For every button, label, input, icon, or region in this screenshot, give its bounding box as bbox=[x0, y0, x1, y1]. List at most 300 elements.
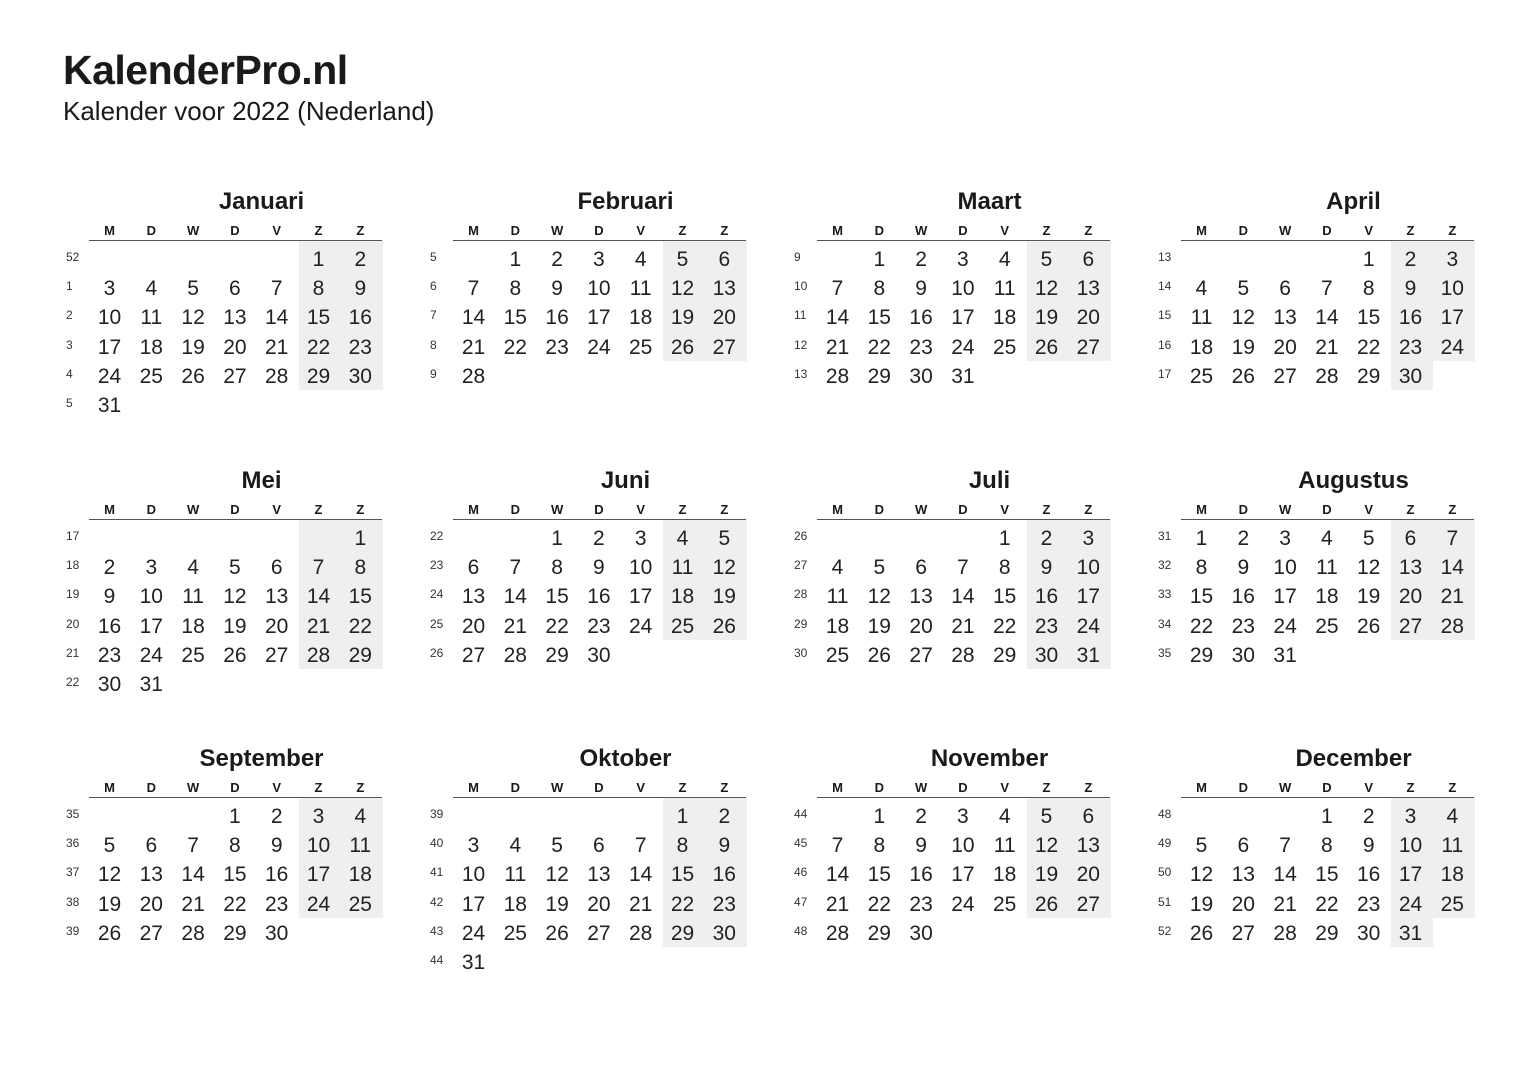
day-cell: 18 bbox=[503, 892, 527, 916]
day-cell: 2 bbox=[915, 805, 927, 828]
day-cell: 18 bbox=[825, 614, 850, 638]
day-cell: 27 bbox=[223, 364, 247, 388]
day-cell: 28 bbox=[825, 921, 850, 945]
day-cell: 21 bbox=[1440, 585, 1464, 609]
day-cell: 15 bbox=[223, 863, 247, 887]
day-cell: 5 bbox=[873, 556, 886, 580]
week-number: 42 bbox=[430, 894, 444, 909]
weekday-header: Z bbox=[356, 502, 365, 517]
month-title: Januari bbox=[218, 188, 305, 215]
day-cell: 21 bbox=[306, 614, 331, 638]
day-cell: 22 bbox=[348, 614, 372, 638]
day-cell: 20 bbox=[1398, 585, 1423, 609]
day-cell: 4 bbox=[998, 248, 1011, 271]
week-number: 31 bbox=[1158, 529, 1172, 543]
weekday-header: W bbox=[186, 780, 200, 795]
day-cell: 5 bbox=[1040, 805, 1053, 828]
weekday-header: D bbox=[146, 502, 156, 517]
weekday-header: V bbox=[1364, 502, 1374, 517]
day-cell: 19 bbox=[1231, 335, 1255, 359]
day-cell: 7 bbox=[509, 556, 522, 580]
day-cell: 28 bbox=[503, 643, 527, 667]
day-cell: 2 bbox=[103, 556, 116, 580]
weekday-header: M bbox=[104, 502, 115, 517]
day-cell: 3 bbox=[634, 527, 647, 550]
day-cell: 9 bbox=[1040, 556, 1053, 580]
header-divider bbox=[89, 240, 382, 241]
day-cell: 23 bbox=[712, 892, 736, 916]
header-divider bbox=[817, 519, 1110, 520]
day-cell: 15 bbox=[545, 585, 569, 609]
day-cell: 17 bbox=[629, 585, 653, 609]
week-number: 41 bbox=[430, 865, 444, 880]
day-cell: 8 bbox=[509, 277, 522, 301]
day-cell: 1 bbox=[1321, 805, 1333, 828]
day-cell: 9 bbox=[915, 834, 927, 858]
day-cell: 6 bbox=[1082, 248, 1095, 271]
day-cell: 14 bbox=[306, 585, 331, 609]
day-cell: 4 bbox=[634, 248, 647, 271]
day-cell: 27 bbox=[1076, 335, 1100, 359]
day-cell: 18 bbox=[1189, 335, 1214, 359]
month-oktober bbox=[426, 744, 786, 1024]
weekday-header: V bbox=[1364, 780, 1374, 795]
day-cell: 25 bbox=[993, 892, 1017, 916]
weekday-header: Z bbox=[1042, 502, 1051, 517]
day-cell: 4 bbox=[1195, 277, 1208, 301]
day-cell: 5 bbox=[551, 834, 563, 858]
day-cell: 22 bbox=[867, 892, 891, 916]
day-cell: 13 bbox=[1076, 834, 1100, 858]
weekday-header: Z bbox=[356, 780, 365, 795]
month-november bbox=[790, 744, 1150, 1024]
weekday-header: D bbox=[958, 223, 968, 238]
day-cell: 29 bbox=[545, 643, 569, 667]
day-cell: 21 bbox=[265, 335, 289, 359]
weekday-header: V bbox=[636, 502, 646, 517]
day-cell: 6 bbox=[145, 834, 158, 858]
day-cell: 30 bbox=[909, 921, 933, 945]
day-cell: 30 bbox=[348, 364, 372, 388]
day-cell: 17 bbox=[951, 863, 975, 887]
day-cell: 14 bbox=[265, 306, 289, 330]
weekday-header: D bbox=[230, 223, 240, 238]
week-number: 38 bbox=[66, 894, 80, 909]
week-number: 52 bbox=[1158, 923, 1172, 938]
day-cell: 1 bbox=[873, 805, 886, 828]
day-cell: 6 bbox=[270, 556, 283, 580]
day-cell: 26 bbox=[670, 335, 695, 359]
weekday-header: D bbox=[510, 780, 520, 795]
weekday-header: V bbox=[1364, 223, 1374, 238]
day-cell: 22 bbox=[223, 892, 247, 916]
day-cell: 25 bbox=[670, 614, 695, 638]
day-cell: 13 bbox=[461, 585, 486, 609]
day-cell: 14 bbox=[1440, 556, 1464, 580]
day-cell: 11 bbox=[826, 585, 849, 609]
day-cell: 4 bbox=[354, 805, 367, 828]
week-number: 5 bbox=[430, 250, 437, 264]
day-cell: 24 bbox=[461, 921, 486, 945]
day-cell: 16 bbox=[909, 306, 933, 330]
week-number: 4 bbox=[66, 366, 73, 381]
weekday-header: D bbox=[594, 223, 604, 238]
day-cell: 7 bbox=[187, 834, 199, 858]
week-number: 35 bbox=[1158, 645, 1172, 660]
day-cell: 27 bbox=[712, 335, 736, 359]
day-cell: 31 bbox=[139, 673, 163, 696]
week-number: 24 bbox=[430, 587, 444, 602]
day-cell: 10 bbox=[1398, 834, 1423, 858]
day-cell: 10 bbox=[139, 585, 163, 609]
weekday-header: Z bbox=[1406, 780, 1415, 795]
day-cell: 29 bbox=[1315, 921, 1339, 945]
day-cell: 25 bbox=[139, 364, 163, 388]
week-number: 9 bbox=[794, 250, 801, 264]
day-cell: 4 bbox=[1446, 805, 1459, 828]
day-cell: 18 bbox=[670, 585, 695, 609]
day-cell: 19 bbox=[181, 335, 205, 359]
day-cell: 25 bbox=[993, 335, 1017, 359]
day-cell: 10 bbox=[951, 834, 975, 858]
day-cell: 12 bbox=[1231, 306, 1255, 330]
weekday-header: Z bbox=[1448, 502, 1457, 517]
day-cell: 15 bbox=[1315, 863, 1339, 887]
day-cell: 23 bbox=[909, 335, 933, 359]
day-cell: 3 bbox=[1446, 248, 1459, 271]
weekday-header: D bbox=[230, 780, 240, 795]
week-number: 52 bbox=[66, 250, 80, 264]
weekday-header: Z bbox=[1084, 502, 1093, 517]
day-cell: 6 bbox=[1404, 527, 1417, 550]
week-number: 20 bbox=[66, 616, 80, 631]
day-cell: 5 bbox=[1040, 248, 1053, 271]
day-cell: 8 bbox=[873, 834, 886, 858]
weekday-header: D bbox=[958, 780, 968, 795]
day-cell: 13 bbox=[265, 585, 289, 609]
day-cell: 31 bbox=[1398, 921, 1423, 945]
weekday-header: Z bbox=[720, 223, 729, 238]
week-number: 18 bbox=[66, 558, 80, 573]
day-cell: 29 bbox=[306, 364, 331, 388]
day-cell: 2 bbox=[551, 248, 563, 271]
weekday-header: W bbox=[1278, 502, 1292, 517]
month-title: Oktober bbox=[579, 745, 672, 772]
day-cell: 15 bbox=[1189, 585, 1214, 609]
day-cell: 24 bbox=[1398, 892, 1423, 916]
day-cell: 15 bbox=[867, 306, 891, 330]
month-title: Juli bbox=[968, 467, 1011, 494]
week-number: 11 bbox=[794, 308, 807, 323]
weekday-header: D bbox=[1238, 223, 1248, 238]
day-cell: 18 bbox=[1315, 585, 1339, 609]
weekday-header: Z bbox=[1042, 780, 1051, 795]
day-cell: 24 bbox=[1273, 614, 1297, 638]
day-cell: 5 bbox=[1362, 527, 1375, 550]
header-divider bbox=[1181, 240, 1474, 241]
day-cell: 17 bbox=[587, 306, 611, 330]
weekday-header: M bbox=[832, 223, 843, 238]
day-cell: 4 bbox=[187, 556, 199, 580]
week-number: 40 bbox=[430, 836, 444, 851]
day-cell: 26 bbox=[181, 364, 205, 388]
day-cell: 3 bbox=[957, 805, 969, 828]
week-number: 19 bbox=[66, 587, 80, 602]
day-cell: 14 bbox=[181, 863, 205, 887]
day-cell: 23 bbox=[587, 614, 611, 638]
week-number: 51 bbox=[1158, 894, 1172, 909]
header-divider bbox=[453, 797, 746, 798]
weekday-header: W bbox=[914, 223, 928, 238]
day-cell: 16 bbox=[1034, 585, 1059, 609]
day-cell: 31 bbox=[97, 394, 122, 417]
day-cell: 21 bbox=[503, 614, 527, 638]
day-cell: 18 bbox=[139, 335, 163, 359]
day-cell: 19 bbox=[97, 892, 122, 916]
day-cell: 15 bbox=[867, 863, 891, 887]
weekday-header: Z bbox=[678, 780, 687, 795]
day-cell: 19 bbox=[867, 614, 891, 638]
weekday-header: D bbox=[874, 223, 884, 238]
day-cell: 12 bbox=[97, 863, 122, 887]
weekday-header: D bbox=[1322, 223, 1332, 238]
day-cell: 19 bbox=[223, 614, 247, 638]
header-divider bbox=[1181, 797, 1474, 798]
weekday-header: M bbox=[468, 223, 479, 238]
week-number: 28 bbox=[794, 587, 808, 602]
day-cell: 11 bbox=[504, 863, 527, 887]
day-cell: 10 bbox=[461, 863, 486, 887]
week-number: 34 bbox=[1158, 616, 1172, 631]
day-cell: 1 bbox=[312, 248, 325, 271]
day-cell: 12 bbox=[670, 277, 695, 301]
weekday-header: Z bbox=[1084, 780, 1093, 795]
weekday-header: D bbox=[146, 223, 156, 238]
day-cell: 18 bbox=[993, 306, 1017, 330]
day-cell: 20 bbox=[223, 335, 247, 359]
day-cell: 17 bbox=[1273, 585, 1297, 609]
day-cell: 9 bbox=[1237, 556, 1250, 580]
day-cell: 8 bbox=[676, 834, 689, 858]
week-number: 39 bbox=[430, 807, 444, 821]
day-cell: 15 bbox=[1357, 306, 1381, 330]
weekday-header: V bbox=[272, 780, 282, 795]
weekday-header: M bbox=[832, 780, 843, 795]
day-cell: 24 bbox=[951, 335, 975, 359]
day-cell: 11 bbox=[140, 306, 163, 330]
day-cell: 19 bbox=[1034, 863, 1059, 887]
week-number: 7 bbox=[430, 308, 437, 323]
month-title: Juni bbox=[600, 467, 651, 494]
weekday-header: W bbox=[550, 780, 564, 795]
day-cell: 11 bbox=[349, 834, 372, 858]
day-cell: 6 bbox=[915, 556, 927, 580]
day-cell: 2 bbox=[270, 805, 283, 828]
day-cell: 6 bbox=[593, 834, 605, 858]
day-cell: 11 bbox=[993, 834, 1016, 858]
day-cell: 4 bbox=[998, 805, 1011, 828]
day-cell: 23 bbox=[909, 892, 933, 916]
day-cell: 9 bbox=[103, 585, 116, 609]
day-cell: 27 bbox=[461, 643, 486, 667]
weekday-header: M bbox=[104, 223, 115, 238]
week-number: 47 bbox=[794, 894, 808, 909]
weekday-header: D bbox=[1238, 502, 1248, 517]
day-cell: 19 bbox=[545, 892, 569, 916]
week-number: 23 bbox=[430, 558, 444, 573]
day-cell: 28 bbox=[265, 364, 289, 388]
weekday-header: M bbox=[468, 502, 479, 517]
day-cell: 12 bbox=[1034, 277, 1059, 301]
day-cell: 16 bbox=[1231, 585, 1255, 609]
day-cell: 9 bbox=[1362, 834, 1375, 858]
day-cell: 15 bbox=[993, 585, 1017, 609]
day-cell: 12 bbox=[1034, 834, 1059, 858]
weekday-header: M bbox=[468, 780, 479, 795]
day-cell: 30 bbox=[1357, 921, 1381, 945]
month-title: Februari bbox=[577, 188, 674, 215]
day-cell: 3 bbox=[593, 248, 605, 271]
day-cell: 22 bbox=[503, 335, 527, 359]
day-cell: 25 bbox=[1315, 614, 1339, 638]
day-cell: 16 bbox=[348, 306, 372, 330]
day-cell: 3 bbox=[312, 805, 325, 828]
day-cell: 1 bbox=[229, 805, 241, 828]
day-cell: 20 bbox=[265, 614, 289, 638]
day-cell: 27 bbox=[587, 921, 611, 945]
day-cell: 12 bbox=[1357, 556, 1381, 580]
day-cell: 1 bbox=[1362, 248, 1375, 271]
day-cell: 30 bbox=[587, 643, 611, 667]
day-cell: 29 bbox=[1189, 643, 1214, 667]
weekday-header: V bbox=[1000, 223, 1010, 238]
day-cell: 21 bbox=[951, 614, 975, 638]
day-cell: 20 bbox=[1231, 892, 1255, 916]
day-cell: 23 bbox=[545, 335, 569, 359]
weekday-header: D bbox=[874, 502, 884, 517]
day-cell: 29 bbox=[1357, 364, 1381, 388]
day-cell: 3 bbox=[957, 248, 969, 271]
month-title: November bbox=[930, 745, 1049, 772]
header-divider bbox=[89, 797, 382, 798]
day-cell: 26 bbox=[1034, 892, 1059, 916]
weekday-header: W bbox=[1278, 780, 1292, 795]
header-divider bbox=[817, 797, 1110, 798]
day-cell: 28 bbox=[1315, 364, 1339, 388]
day-cell: 4 bbox=[145, 277, 158, 301]
day-cell: 14 bbox=[825, 863, 850, 887]
day-cell: 11 bbox=[629, 277, 652, 301]
day-cell: 11 bbox=[993, 277, 1016, 301]
weekday-header: D bbox=[874, 780, 884, 795]
day-cell: 18 bbox=[993, 863, 1017, 887]
weekday-header: M bbox=[1196, 502, 1207, 517]
day-cell: 3 bbox=[1404, 805, 1417, 828]
day-cell: 6 bbox=[718, 248, 731, 271]
week-number: 22 bbox=[430, 529, 444, 543]
day-cell: 13 bbox=[223, 306, 247, 330]
day-cell: 20 bbox=[461, 614, 486, 638]
day-cell: 21 bbox=[825, 892, 850, 916]
week-number: 45 bbox=[794, 836, 808, 851]
day-cell: 12 bbox=[867, 585, 891, 609]
day-cell: 5 bbox=[187, 277, 199, 301]
day-cell: 4 bbox=[831, 556, 844, 580]
day-cell: 26 bbox=[1231, 364, 1255, 388]
weekday-header: M bbox=[1196, 780, 1207, 795]
weekday-header: Z bbox=[1406, 502, 1415, 517]
day-cell: 27 bbox=[1273, 364, 1297, 388]
day-cell: 12 bbox=[712, 556, 736, 580]
day-cell: 5 bbox=[718, 527, 731, 550]
day-cell: 24 bbox=[587, 335, 611, 359]
day-cell: 24 bbox=[1440, 335, 1464, 359]
day-cell: 10 bbox=[1273, 556, 1297, 580]
week-number: 29 bbox=[794, 616, 808, 631]
weekday-header: D bbox=[510, 502, 520, 517]
week-number: 35 bbox=[66, 807, 80, 821]
day-cell: 21 bbox=[1273, 892, 1297, 916]
weekday-header: Z bbox=[720, 780, 729, 795]
day-cell: 26 bbox=[1357, 614, 1381, 638]
site-title: KalenderPro.nl bbox=[63, 47, 348, 93]
day-cell: 4 bbox=[676, 527, 689, 550]
month-maart bbox=[790, 187, 1150, 467]
weekday-header: D bbox=[958, 502, 968, 517]
day-cell: 4 bbox=[509, 834, 522, 858]
day-cell: 31 bbox=[1076, 643, 1100, 667]
week-number: 32 bbox=[1158, 558, 1172, 573]
day-cell: 26 bbox=[712, 614, 736, 638]
day-cell: 3 bbox=[145, 556, 158, 580]
week-number: 27 bbox=[794, 558, 808, 573]
week-number: 13 bbox=[1158, 250, 1172, 264]
header-divider bbox=[817, 240, 1110, 241]
day-cell: 20 bbox=[1273, 335, 1297, 359]
month-februari bbox=[426, 187, 786, 467]
day-cell: 9 bbox=[551, 277, 563, 301]
day-cell: 25 bbox=[181, 643, 205, 667]
day-cell: 8 bbox=[1362, 277, 1375, 301]
day-cell: 28 bbox=[1440, 614, 1464, 638]
day-cell: 6 bbox=[1237, 834, 1250, 858]
day-cell: 7 bbox=[831, 277, 844, 301]
day-cell: 28 bbox=[306, 643, 331, 667]
day-cell: 29 bbox=[223, 921, 247, 945]
day-cell: 17 bbox=[139, 614, 163, 638]
day-cell: 6 bbox=[467, 556, 480, 580]
day-cell: 23 bbox=[1398, 335, 1423, 359]
day-cell: 1 bbox=[551, 527, 563, 550]
day-cell: 2 bbox=[1362, 805, 1375, 828]
day-cell: 30 bbox=[1398, 364, 1423, 388]
day-cell: 23 bbox=[1357, 892, 1381, 916]
day-cell: 14 bbox=[825, 306, 850, 330]
day-cell: 1 bbox=[676, 805, 689, 828]
day-cell: 13 bbox=[909, 585, 933, 609]
day-cell: 12 bbox=[181, 306, 205, 330]
month-title: Maart bbox=[957, 188, 1022, 215]
day-cell: 6 bbox=[229, 277, 241, 301]
day-cell: 8 bbox=[229, 834, 241, 858]
week-number: 15 bbox=[1158, 308, 1172, 323]
day-cell: 7 bbox=[270, 277, 283, 301]
week-number: 21 bbox=[66, 645, 80, 660]
month-juli bbox=[790, 466, 1150, 746]
day-cell: 11 bbox=[1441, 834, 1464, 858]
day-cell: 12 bbox=[545, 863, 569, 887]
day-cell: 27 bbox=[1398, 614, 1423, 638]
